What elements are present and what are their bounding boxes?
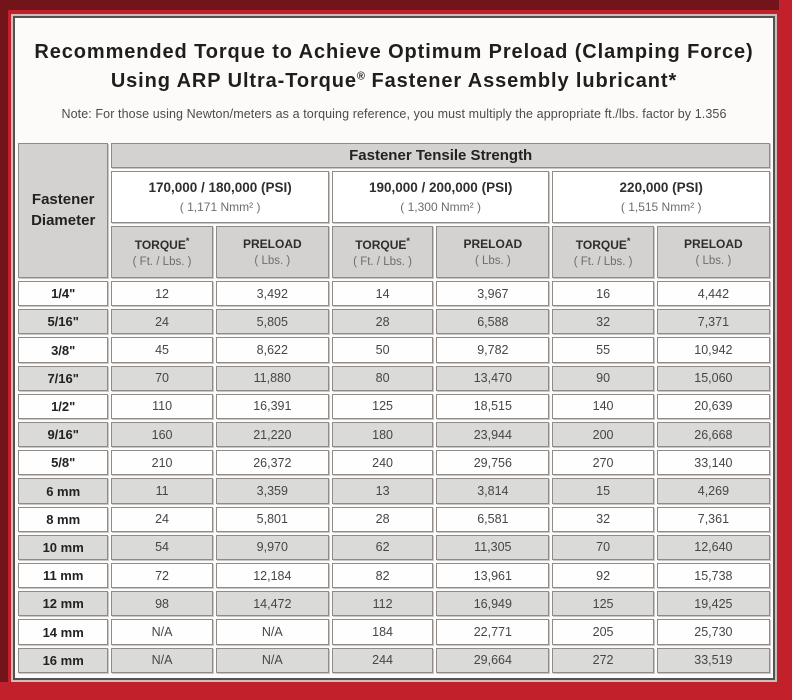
value-cell: 20,639 bbox=[657, 394, 770, 419]
table-row bbox=[18, 450, 770, 475]
registered-mark: ® bbox=[356, 70, 366, 83]
value-cell: 50 bbox=[332, 337, 433, 362]
torque-label: TORQUE* bbox=[134, 236, 190, 252]
preload-column-header bbox=[436, 226, 549, 278]
torque-label: TORQUE* bbox=[575, 236, 631, 252]
value-cell: 62 bbox=[332, 535, 433, 560]
preload-unit: ( Lbs. ) bbox=[474, 255, 511, 267]
value-cell: 140 bbox=[552, 394, 653, 419]
torque-asterisk: * bbox=[185, 236, 190, 246]
table-body bbox=[18, 281, 770, 673]
value-cell: 4,442 bbox=[657, 281, 770, 306]
value-cell: 3,967 bbox=[436, 281, 549, 306]
value-cell: 92 bbox=[552, 563, 653, 588]
value-cell: N/A bbox=[216, 619, 329, 644]
diameter-cell: 7/16" bbox=[18, 366, 108, 391]
value-cell: 16 bbox=[552, 281, 653, 306]
diameter-cell: 8 mm bbox=[18, 507, 108, 532]
diameter-cell: 5/8" bbox=[18, 450, 108, 475]
table-row bbox=[18, 281, 770, 306]
value-cell: 54 bbox=[111, 535, 212, 560]
strength-column-header bbox=[111, 171, 329, 223]
value-cell: N/A bbox=[111, 619, 212, 644]
value-cell: 3,814 bbox=[436, 478, 549, 503]
preload-column-header bbox=[216, 226, 329, 278]
value-cell: 244 bbox=[332, 648, 433, 673]
diameter-cell: 16 mm bbox=[18, 648, 108, 673]
diameter-cell: 11 mm bbox=[18, 563, 108, 588]
value-cell: 33,140 bbox=[657, 450, 770, 475]
value-cell: 15,738 bbox=[657, 563, 770, 588]
value-cell: N/A bbox=[216, 648, 329, 673]
page-title bbox=[15, 38, 773, 96]
value-cell: 160 bbox=[111, 422, 212, 447]
measure-header-row bbox=[18, 226, 770, 278]
diameter-cell: 5/16" bbox=[18, 309, 108, 334]
value-cell: 184 bbox=[332, 619, 433, 644]
value-cell: 8,622 bbox=[216, 337, 329, 362]
title-line-1: Recommended Torque to Achieve Optimum Preload (Clamping Force) bbox=[34, 41, 754, 63]
value-cell: 12 bbox=[111, 281, 212, 306]
table-row bbox=[18, 563, 770, 588]
value-cell: 6,588 bbox=[436, 309, 549, 334]
preload-column-header bbox=[657, 226, 770, 278]
preload-unit: ( Lbs. ) bbox=[254, 255, 291, 267]
table-row bbox=[18, 309, 770, 334]
value-cell: 24 bbox=[111, 507, 212, 532]
value-cell: 14,472 bbox=[216, 591, 329, 616]
value-cell: 112 bbox=[332, 591, 433, 616]
torque-unit: ( Ft. / Lbs. ) bbox=[353, 256, 412, 268]
content-box bbox=[13, 16, 775, 680]
value-cell: 13,961 bbox=[436, 563, 549, 588]
fastener-diameter-header: Fastener Diameter bbox=[18, 143, 108, 278]
nmm-rating: ( 1,515 Nmm² ) bbox=[620, 200, 702, 214]
value-cell: 272 bbox=[552, 648, 653, 673]
value-cell: 19,425 bbox=[657, 591, 770, 616]
torque-column-header bbox=[332, 226, 433, 278]
nmm-rating: ( 1,300 Nmm² ) bbox=[400, 200, 481, 214]
value-cell: 18,515 bbox=[436, 394, 549, 419]
value-cell: 180 bbox=[332, 422, 433, 447]
title-block bbox=[15, 18, 773, 140]
top-edge-stripe bbox=[0, 0, 779, 10]
value-cell: 7,371 bbox=[657, 309, 770, 334]
value-cell: 5,801 bbox=[216, 507, 329, 532]
diameter-cell: 14 mm bbox=[18, 619, 108, 644]
value-cell: 72 bbox=[111, 563, 212, 588]
value-cell: 29,756 bbox=[436, 450, 549, 475]
left-edge-stripe bbox=[0, 0, 8, 682]
value-cell: 11 bbox=[111, 478, 212, 503]
value-cell: 14 bbox=[332, 281, 433, 306]
psi-rating: 190,000 / 200,000 (PSI) bbox=[368, 180, 513, 195]
value-cell: 22,771 bbox=[436, 619, 549, 644]
preload-unit: ( Lbs. ) bbox=[695, 255, 732, 267]
table-row bbox=[18, 535, 770, 560]
value-cell: 21,220 bbox=[216, 422, 329, 447]
torque-unit: ( Ft. / Lbs. ) bbox=[132, 256, 192, 268]
torque-label: TORQUE* bbox=[355, 236, 410, 252]
value-cell: 110 bbox=[111, 394, 212, 419]
value-cell: 45 bbox=[111, 337, 212, 362]
diameter-cell: 1/2" bbox=[18, 394, 108, 419]
value-cell: 11,880 bbox=[216, 366, 329, 391]
strength-column-header bbox=[552, 171, 770, 223]
torque-column-header bbox=[552, 226, 653, 278]
value-cell: 24 bbox=[111, 309, 212, 334]
value-cell: 3,492 bbox=[216, 281, 329, 306]
value-cell: 13,470 bbox=[436, 366, 549, 391]
value-cell: 6,581 bbox=[436, 507, 549, 532]
psi-header-row bbox=[18, 171, 770, 223]
value-cell: 16,949 bbox=[436, 591, 549, 616]
diameter-cell: 1/4" bbox=[18, 281, 108, 306]
value-cell: 26,668 bbox=[657, 422, 770, 447]
table-row bbox=[18, 366, 770, 391]
value-cell: 28 bbox=[332, 309, 433, 334]
table-row bbox=[18, 422, 770, 447]
value-cell: 82 bbox=[332, 563, 433, 588]
value-cell: 12,184 bbox=[216, 563, 329, 588]
value-cell: 33,519 bbox=[657, 648, 770, 673]
value-cell: 11,305 bbox=[436, 535, 549, 560]
nmm-rating: ( 1,171 Nmm² ) bbox=[179, 200, 261, 214]
value-cell: 90 bbox=[552, 366, 653, 391]
title-line-2: Using ARP Ultra-Torque® Fastener Assembly lubricant* bbox=[110, 70, 678, 92]
preload-label: PRELOAD bbox=[242, 237, 302, 251]
value-cell: 4,269 bbox=[657, 478, 770, 503]
value-cell: 5,805 bbox=[216, 309, 329, 334]
note-text: Note: For those using Newton/meters as a torquing reference, you must multiply the appropriate ft./lbs. factor by 1.356 bbox=[61, 107, 727, 121]
value-cell: 32 bbox=[552, 507, 653, 532]
value-cell: 13 bbox=[332, 478, 433, 503]
table-row bbox=[18, 337, 770, 362]
value-cell: 29,664 bbox=[436, 648, 549, 673]
value-cell: 210 bbox=[111, 450, 212, 475]
psi-rating: 220,000 (PSI) bbox=[619, 180, 703, 195]
tensile-header-row bbox=[18, 143, 770, 168]
value-cell: 25,730 bbox=[657, 619, 770, 644]
value-cell: 23,944 bbox=[436, 422, 549, 447]
value-cell: 240 bbox=[332, 450, 433, 475]
value-cell: 125 bbox=[552, 591, 653, 616]
table-row bbox=[18, 591, 770, 616]
value-cell: 16,391 bbox=[216, 394, 329, 419]
torque-asterisk: * bbox=[406, 236, 410, 246]
torque-asterisk: * bbox=[626, 236, 631, 246]
preload-label: PRELOAD bbox=[463, 237, 523, 251]
value-cell: 7,361 bbox=[657, 507, 770, 532]
value-cell: 15 bbox=[552, 478, 653, 503]
preload-label: PRELOAD bbox=[684, 237, 743, 251]
value-cell: 98 bbox=[111, 591, 212, 616]
value-cell: 10,942 bbox=[657, 337, 770, 362]
value-cell: 70 bbox=[552, 535, 653, 560]
value-cell: 9,970 bbox=[216, 535, 329, 560]
table-row bbox=[18, 648, 770, 673]
torque-unit: ( Ft. / Lbs. ) bbox=[573, 256, 633, 268]
diameter-cell: 12 mm bbox=[18, 591, 108, 616]
value-cell: 15,060 bbox=[657, 366, 770, 391]
table-row bbox=[18, 507, 770, 532]
value-cell: 70 bbox=[111, 366, 212, 391]
value-cell: 200 bbox=[552, 422, 653, 447]
value-cell: 55 bbox=[552, 337, 653, 362]
value-cell: 32 bbox=[552, 309, 653, 334]
tensile-strength-header: Fastener Tensile Strength bbox=[111, 143, 770, 168]
value-cell: 12,640 bbox=[657, 535, 770, 560]
torque-table bbox=[15, 140, 773, 676]
table-row bbox=[18, 394, 770, 419]
value-cell: 26,372 bbox=[216, 450, 329, 475]
value-cell: N/A bbox=[111, 648, 212, 673]
value-cell: 9,782 bbox=[436, 337, 549, 362]
diameter-cell: 9/16" bbox=[18, 422, 108, 447]
strength-column-header bbox=[332, 171, 550, 223]
diameter-cell: 6 mm bbox=[18, 478, 108, 503]
psi-rating: 170,000 / 180,000 (PSI) bbox=[148, 180, 292, 195]
table-row bbox=[18, 619, 770, 644]
value-cell: 205 bbox=[552, 619, 653, 644]
torque-column-header bbox=[111, 226, 212, 278]
diameter-cell: 3/8" bbox=[18, 337, 108, 362]
value-cell: 125 bbox=[332, 394, 433, 419]
value-cell: 3,359 bbox=[216, 478, 329, 503]
value-cell: 80 bbox=[332, 366, 433, 391]
table-row bbox=[18, 478, 770, 503]
value-cell: 270 bbox=[552, 450, 653, 475]
diameter-cell: 10 mm bbox=[18, 535, 108, 560]
value-cell: 28 bbox=[332, 507, 433, 532]
